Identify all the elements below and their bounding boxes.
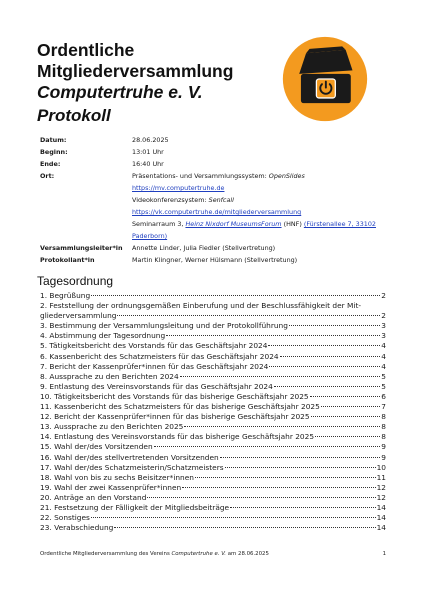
- computertruhe-logo-icon: [282, 36, 368, 122]
- meta-label: Protokollant*in: [40, 256, 95, 264]
- toc-page-number: 6: [381, 391, 386, 401]
- toc-entry-title: 20. Anträge an den Vorstand: [40, 492, 147, 502]
- toc-entry[interactable]: [40, 392, 386, 402]
- toc-entry[interactable]: [40, 382, 386, 392]
- toc-entry-title: 17. Wahl der/des Schatzmeisterin/Schatzmeisters: [40, 462, 224, 472]
- toc-heading: Tagesordnung: [37, 274, 114, 288]
- toc-entry[interactable]: [40, 493, 386, 503]
- toc-entry[interactable]: [40, 483, 386, 493]
- toc-leader-dots: [114, 527, 375, 528]
- toc-entry-title: 16. Wahl der/des stellvertretenden Vorsitzenden: [40, 452, 219, 462]
- toc-entry[interactable]: [40, 463, 386, 473]
- ort-text: Videokonferenzsystem:: [132, 196, 209, 204]
- ort-text: Seminarraum 3,: [132, 220, 186, 228]
- toc-leader-dots: [269, 366, 380, 367]
- toc-entry-title: 11. Kassenbericht des Schatzmeisters für das bisherige Geschäftsjahr 2025: [40, 402, 320, 412]
- toc-entry-title: 8. Aussprache zu den Berichten 2024: [40, 371, 179, 381]
- toc-leader-dots: [195, 477, 376, 478]
- meta-label: Versammlungsleiter*in: [40, 244, 123, 252]
- toc-entry[interactable]: [40, 473, 386, 483]
- meta-row-beginn: [40, 146, 390, 158]
- toc-entry[interactable]: [40, 432, 386, 442]
- address-link-continued[interactable]: Paderborn): [132, 232, 168, 240]
- toc-page-number: 7: [381, 402, 386, 412]
- toc-page-number: 5: [381, 371, 386, 381]
- meta-label: Ort:: [40, 172, 55, 180]
- toc-page-number: 2: [381, 311, 386, 321]
- toc-entry-title: 23. Verabschiedung: [40, 523, 114, 533]
- meta-value: 16:40 Uhr: [132, 160, 164, 168]
- ort-text: (HNF): [281, 220, 304, 228]
- document-subtitle: Protokoll: [37, 106, 111, 125]
- toc-leader-dots: [91, 295, 380, 296]
- ort-line-room: [132, 218, 390, 230]
- venue-link[interactable]: Heinz Nixdorf MuseumsForum: [185, 220, 282, 228]
- ort-text: Präsentations- und Versammlungssystem:: [132, 172, 269, 180]
- toc-page-number: 4: [381, 351, 386, 361]
- toc-entry-title: 1. Begrüßung: [40, 291, 91, 300]
- toc-page-number: 8: [381, 432, 386, 442]
- toc-entry[interactable]: [40, 453, 386, 463]
- toc-page-number: 5: [381, 381, 386, 391]
- title-line: Ordentliche Mitgliederversammlung: [37, 40, 234, 81]
- toc-leader-dots: [230, 507, 375, 508]
- organization-name: Computertruhe e. V.: [37, 82, 203, 102]
- toc-leader-dots: [225, 467, 376, 468]
- toc-leader-dots: [91, 517, 376, 518]
- toc-leader-dots: [147, 497, 375, 498]
- toc-page-number: 14: [376, 513, 386, 523]
- toc-entry-title: 9. Entlastung des Vereinsvorstands für das Geschäftsjahr 2024: [40, 381, 273, 391]
- footer-org: Computertruhe e. V.: [171, 551, 227, 557]
- toc-leader-dots: [280, 356, 381, 357]
- toc-page-number: 11: [376, 472, 386, 482]
- toc-leader-dots: [154, 446, 381, 447]
- meta-label: Beginn:: [40, 148, 68, 156]
- toc-entry-title: 2. Feststellung der ordnungsgemäßen Einberufung und der Beschlussfähigkeit der Mit-: [40, 301, 362, 311]
- page-number: 1: [382, 551, 386, 557]
- toc-page-number: 12: [376, 492, 386, 502]
- meta-row-datum: [40, 134, 390, 146]
- toc-leader-dots: [274, 386, 380, 387]
- toc-entry[interactable]: [40, 503, 386, 513]
- toc-entry-title: 3. Bestimmung der Versammlungsleitung und der Protokollführung: [40, 321, 288, 331]
- toc-entry[interactable]: [40, 291, 386, 301]
- toc-entry-title: 5. Tätigkeitsbericht des Vorstands für das Geschäftsjahr 2024: [40, 341, 268, 351]
- toc-entry-title: 6. Kassenbericht des Schatzmeisters für das Geschäftsjahr 2024: [40, 351, 279, 361]
- toc-entry[interactable]: [40, 422, 386, 432]
- toc-leader-dots: [310, 396, 381, 397]
- meta-value: Annette Linder, Julia Fiedler (Stellvertretung): [132, 244, 276, 252]
- toc-entry-title: 4. Abstimmung der Tagesordnung: [40, 331, 166, 341]
- toc-entry[interactable]: [40, 372, 386, 382]
- meta-row-leitung: [40, 242, 390, 254]
- meta-label: Datum:: [40, 136, 67, 144]
- meta-value: 13:01 Uhr: [132, 148, 164, 156]
- toc-entry[interactable]: [40, 301, 386, 321]
- toc-entry-title: 19. Wahl der zwei Kassenprüfer*innen: [40, 482, 182, 492]
- ort-line-video: [132, 194, 390, 206]
- toc-entry-title: 15. Wahl der/des Vorsitzenden: [40, 442, 153, 452]
- toc-entry[interactable]: [40, 513, 386, 523]
- toc-page-number: 9: [381, 442, 386, 452]
- toc-entry-title: 14. Entlastung des Vereinsvorstands für das bisherige Geschäftsjahr 2025: [40, 432, 315, 442]
- toc-list: [40, 291, 386, 533]
- toc-leader-dots: [289, 325, 380, 326]
- toc-entry-title: 21. Festsetzung der Fälligkeit der Mitgliedsbeiträge: [40, 502, 230, 512]
- toc-page-number: 3: [381, 321, 386, 331]
- toc-entry[interactable]: [40, 523, 386, 533]
- toc-page-number: 4: [381, 361, 386, 371]
- openslides-link[interactable]: https://mv.computertruhe.de: [132, 184, 225, 192]
- toc-entry-title: 22. Sonstiges: [40, 513, 90, 523]
- meta-value: [132, 170, 390, 242]
- videoconference-link[interactable]: https://vk.computertruhe.de/mitgliederversammlung: [132, 208, 302, 216]
- senfcall-name: Senfcall: [208, 196, 234, 204]
- toc-leader-dots: [184, 426, 380, 427]
- meta-row-ort: [40, 170, 390, 242]
- meta-table: [40, 134, 390, 266]
- toc-leader-dots: [311, 416, 381, 417]
- toc-leader-dots: [180, 376, 381, 377]
- toc-leader-dots: [117, 315, 380, 316]
- toc-page-number: 10: [376, 462, 386, 472]
- page-footer: [40, 551, 386, 557]
- toc-entry[interactable]: [40, 442, 386, 452]
- toc-entry-title: 18. Wahl von bis zu sechs Beisitzer*innen: [40, 472, 194, 482]
- toc-page-number: 8: [381, 422, 386, 432]
- footer-suffix: am 28.06.2025: [226, 551, 269, 557]
- ort-line-presentation: [132, 170, 390, 182]
- toc-entry[interactable]: [40, 412, 386, 422]
- toc-page-number: 8: [381, 412, 386, 422]
- meta-label: Ende:: [40, 160, 61, 168]
- toc-entry[interactable]: [40, 352, 386, 362]
- toc-leader-dots: [321, 406, 380, 407]
- toc-leader-dots: [166, 335, 380, 336]
- toc-leader-dots: [182, 487, 375, 488]
- footer-prefix: Ordentliche Mitgliederversammlung des Vereins: [40, 551, 172, 557]
- toc-entry[interactable]: [40, 362, 386, 372]
- toc-leader-dots: [220, 457, 381, 458]
- toc-entry-title: 7. Bericht der Kassenprüfer*innen für das Geschäftsjahr 2024: [40, 361, 269, 371]
- toc-entry[interactable]: [40, 321, 386, 331]
- toc-leader-dots: [268, 345, 380, 346]
- meta-value: 28.06.2025: [132, 136, 169, 144]
- toc-leader-dots: [315, 436, 380, 437]
- toc-entry-title: 12. Bericht der Kassenprüfer*innen für das bisherige Geschäftsjahr 2025: [40, 412, 310, 422]
- meta-value: Martin Klingner, Werner Hülsmann (Stellvertretung): [132, 256, 298, 264]
- meta-row-protokoll: [40, 254, 390, 266]
- toc-entry-title: 13. Aussprache zu den Berichten 2025: [40, 422, 184, 432]
- toc-entry-title: gliederversammlung: [40, 311, 117, 321]
- toc-page-number: 4: [381, 341, 386, 351]
- toc-page-number: 3: [381, 331, 386, 341]
- toc-page-number: 14: [376, 502, 386, 512]
- toc-page-number: 14: [376, 523, 386, 533]
- toc-entry[interactable]: [40, 402, 386, 412]
- footer-text: [40, 551, 269, 557]
- toc-entry[interactable]: [40, 341, 386, 351]
- toc-page-number: 12: [376, 482, 386, 492]
- meta-row-ende: [40, 158, 390, 170]
- toc-page-number: 2: [381, 291, 386, 300]
- toc-entry-title: 10. Tätigkeitsbericht des Vorstands für das bisherige Geschäftsjahr 2025: [40, 391, 309, 401]
- toc-entry[interactable]: [40, 331, 386, 341]
- toc-page-number: 9: [381, 452, 386, 462]
- openslides-name: OpenSlides: [268, 172, 305, 180]
- document-title: [37, 40, 277, 103]
- address-link[interactable]: (Fürstenallee 7, 33102: [303, 220, 376, 228]
